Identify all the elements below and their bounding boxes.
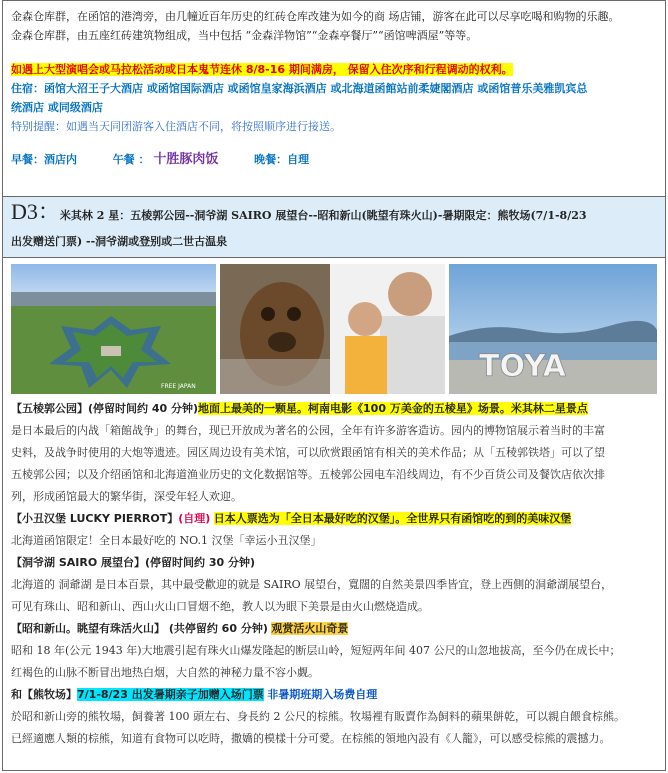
goryokaku-desc-4: 列，形成函馆最大的繁华街，深受年轻人欢迎。	[11, 490, 242, 503]
day3-attractions	[3, 398, 665, 750]
bear-ranch-desc-2: 已經適應人類的棕熊，知道有食物可以吃時，撒嬌的模樣十分可愛。在棕熊的領地內設有《人籠》，可以感受棕熊的震撼力。	[11, 732, 611, 745]
photo-strip	[3, 258, 665, 398]
sairo-desc-2: 可见有珠山、昭和新山、西山火山口冒烟不绝，教人以为眼下美景是由火山燃烧造成。	[11, 600, 429, 613]
goryokaku-desc-2: 史料，及战争时使用的大炮等遗迹。园区周边设有美术馆，可以欣赏跟函馆有相关的美术作品；从「五稜郭铁塔」可以了望	[11, 446, 605, 459]
breakfast: 早餐：酒店内	[11, 153, 77, 166]
spacer	[11, 45, 657, 60]
hotel-line1: 住宿：函馆大沼王子大酒店 或函馆国际酒店 或函馆皇家海浜酒店 或北海道函館站前柔婕閣酒店 或函馆普乐美雅凯宾总	[11, 82, 588, 95]
lucky-pierrot-desc: 北海道函馆限定！全日本最好吃的 NO.1 汉堡「幸运小丑汉堡」	[11, 534, 322, 547]
self-pay-tag: (自理)	[178, 512, 211, 525]
full-house-notice: 如遇上大型演唱会或马拉松活动或日本鬼节连休 8/8-16 期间满房， 保留入住次序和行程调动的权利。	[11, 63, 513, 76]
spacer	[11, 136, 657, 150]
showa-shinzan-desc-1: 昭和 18 年(公元 1943 年)大地震引起有珠火山爆发隆起的断层山岭，短短两年间 407 公尺的山忽地拔高，至今仍在成长中；	[11, 644, 621, 657]
lunch-value: 十胜豚肉饭	[153, 152, 219, 167]
bear-ranch-heading: 和【熊牧场】7/1-8/23 出发暑期亲子加赠入场门票 非暑期班期入场费自理	[11, 688, 378, 701]
kanemori-desc-line2: 金森仓库群，由五座红砖建筑物组成，当中包括 “金森洋物馆”“金森亭餐厅”“函馆啤酒屋”等等。	[11, 29, 478, 42]
showa-shinzan-desc-2: 红褐色的山脉不断冒出地热白烟，大自然的神秘力量不容小觑。	[11, 666, 319, 679]
showa-shinzan-heading: 【昭和新山。眺望有珠活火山】 (共停留约 60 分钟) 观赏活火山奇景	[11, 622, 349, 635]
day3-label: D3：	[11, 199, 60, 224]
toya-sign: TOYA	[479, 349, 566, 384]
goryokaku-photo	[11, 264, 216, 394]
bear-ranch-desc-1: 於昭和新山旁的熊牧場，飼養著 100 頭左右、身長約 2 公尺的棕熊。牧場裡有販賣作為飼料的蘋果餅乾，可以親自餵食棕熊。	[11, 710, 625, 723]
lucky-pierrot-heading: 【小丑汉堡 LUCKY PIERROT】(自理) 日本人票选为「全日本最好吃的汉堡」。全世界只有函馆吃的到的美味汉堡	[11, 512, 572, 525]
hotel-reminder: 特别提醒：如遇当天同团游客入住酒店不同，将按照顺序进行接送。	[11, 120, 341, 133]
itinerary-page	[2, 0, 666, 771]
lucky-pierrot-highlight: 日本人票选为「全日本最好吃的汉堡」。全世界只有函馆吃的到的美味汉堡	[213, 512, 572, 525]
day3-title-line1	[11, 199, 657, 229]
goryokaku-desc-3: 五棱郭公园；以及介绍函馆和北海道渔业历史的文化数据馆等。五棱郭公园电车沿线周边，有不少百货公司及餐饮店依次排	[11, 468, 605, 481]
showa-shinzan-highlight: 观赏活火山奇景	[271, 622, 349, 635]
day3-header	[3, 197, 665, 258]
kanemori-desc-line1: 金森仓库群，在函馆的港湾旁，由几幢近百年历史的红砖仓库改建为如今的商 场店铺，游客在此可以尽享吃喝和购物的乐趣。	[11, 10, 620, 23]
day3-title-text1: 米其林 2 星：五棱郭公园--洞爷湖 SAIRO 展望台--昭和新山(眺望有珠火山)-暑期限定：熊牧场(7/1-8/23	[59, 209, 587, 222]
day3-title-line2: 出发赠送门票) --洞爷湖或登别或二世古温泉	[11, 235, 228, 248]
goryokaku-heading: 【五棱郭公园】(停留时间约 40 分钟)地面上最美的一颗星。柯南电影《100 万美金的五棱星》场景。米其林二星景点	[11, 402, 588, 415]
bear-and-child-photo	[220, 264, 445, 394]
meals-row	[11, 150, 657, 169]
dinner: 晚餐：自理	[254, 153, 310, 166]
lunch-label: 午餐 ：	[112, 153, 150, 166]
sairo-desc-1: 北海道的 洞爺湖 是日本百景，其中最受歡迎的就是 SAIRO 展望台，寬闊的自然美景四季皆宜，登上西側的洞爺湖展望台，	[11, 578, 613, 591]
toya-lake-photo	[449, 264, 657, 394]
svg-text:FREE JAPAN: FREE JAPAN	[161, 383, 196, 390]
goryokaku-desc-1: 是日本最后的内战「箱館战争」的舞台，现已开放成为著名的公园，全年有许多游客造访。园内的博物馆展示着当时的丰富	[11, 424, 605, 437]
hotel-line2: 统酒店 或同级酒店	[11, 101, 103, 114]
sairo-heading: 【洞爷湖 SAIRO 展望台】(停留时间约 30 分钟)	[11, 556, 256, 569]
bear-ranch-highlight: 7/1-8/23 出发暑期亲子加赠入场门票	[77, 688, 264, 701]
goryokaku-highlight: 地面上最美的一颗星。柯南电影《100 万美金的五棱星》场景。米其林二星景点	[198, 402, 588, 415]
bear-ranch-note: 非暑期班期入场费自理	[267, 688, 378, 701]
day2-tail-section	[3, 1, 665, 197]
